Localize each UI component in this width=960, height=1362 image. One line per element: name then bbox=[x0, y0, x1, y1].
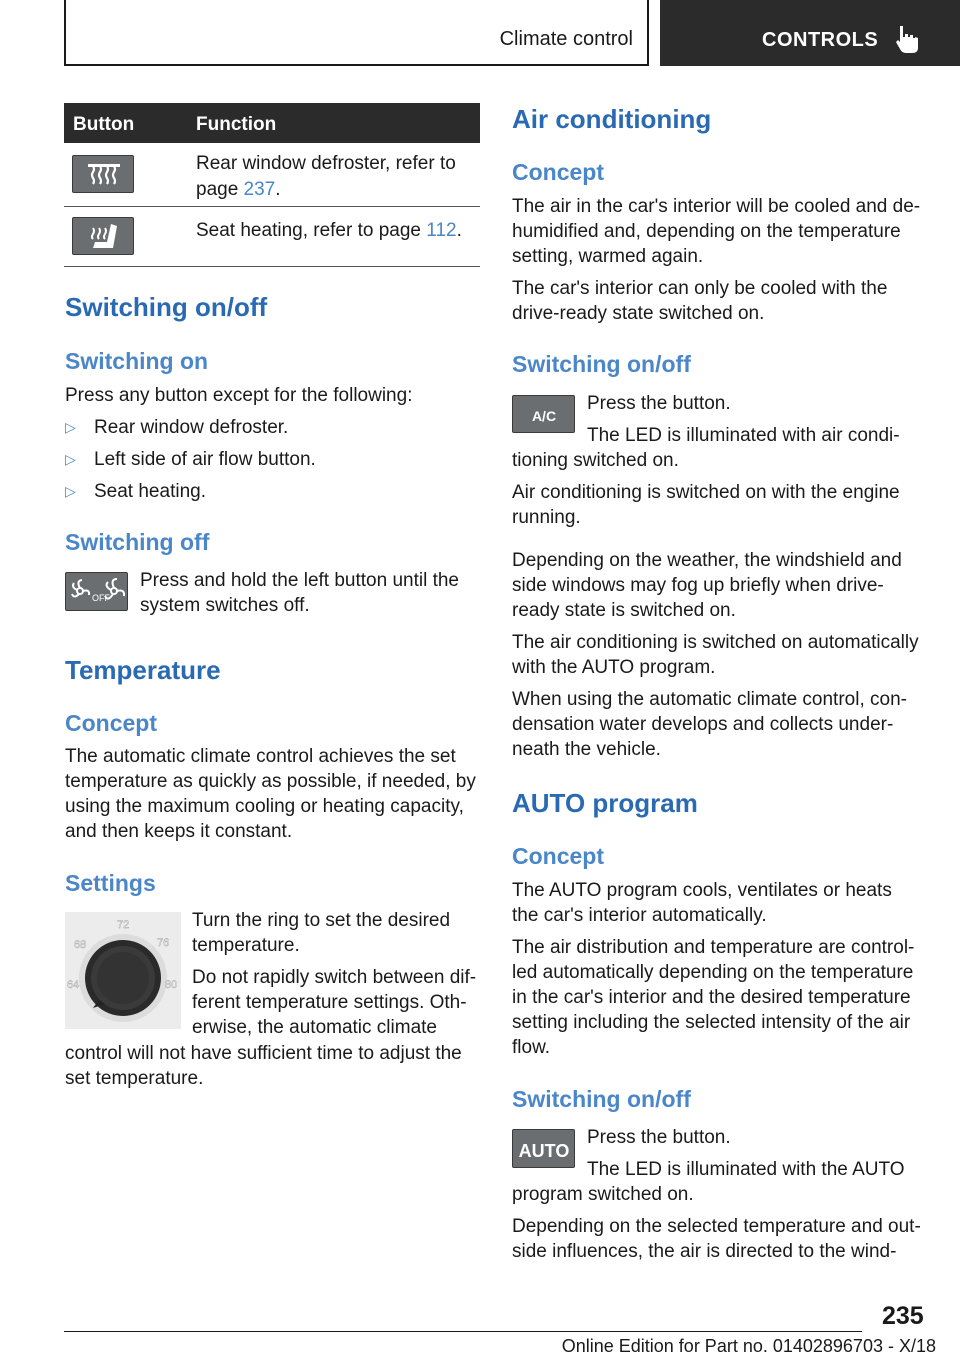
ac-press-text: Press the button. bbox=[587, 393, 731, 414]
header-section-title: Climate control bbox=[499, 28, 633, 50]
triangle-bullet-icon: ▷ bbox=[65, 419, 76, 435]
ac-auto-line: with the AUTO program. bbox=[512, 657, 716, 678]
switching-off-line: system switches off. bbox=[140, 595, 310, 616]
header-section-box bbox=[64, 0, 649, 66]
auto-press-text: Press the button. bbox=[587, 1127, 731, 1148]
heading-ac-concept: Concept bbox=[512, 159, 604, 185]
auto-depend-line: Depending on the selected temperature and out- bbox=[512, 1216, 921, 1237]
footer-divider bbox=[64, 1331, 862, 1332]
heading-auto-switching: Switching on/off bbox=[512, 1086, 691, 1112]
pointing-hand-icon bbox=[894, 24, 920, 54]
fan-off-button-icon bbox=[65, 572, 128, 611]
ac-weather-line: side windows may fog up briefly when drive- bbox=[512, 575, 884, 596]
page-number: 235 bbox=[882, 1302, 924, 1330]
settings-line: temperature. bbox=[192, 935, 300, 956]
ac-concept-line: The car's interior can only be cooled with the bbox=[512, 278, 888, 299]
heading-temperature-concept: Concept bbox=[65, 710, 157, 736]
ac-concept-line: setting, warmed again. bbox=[512, 246, 704, 267]
auto-button-icon bbox=[512, 1129, 575, 1168]
heading-auto-program: AUTO program bbox=[512, 788, 698, 818]
auto-led-line: program switched on. bbox=[512, 1184, 694, 1205]
auto-depend-line: side influences, the air is directed to the wind- bbox=[512, 1241, 897, 1262]
table-header-button: Button bbox=[73, 114, 135, 135]
dial-label-68: 68 bbox=[74, 939, 87, 951]
table-header bbox=[64, 103, 480, 143]
ac-condensation-line: When using the automatic climate control, con- bbox=[512, 689, 907, 710]
ac-weather-line: ready state is switched on. bbox=[512, 600, 736, 621]
table-row bbox=[64, 143, 480, 207]
ac-button-icon bbox=[512, 395, 575, 433]
heading-air-conditioning: Air conditioning bbox=[512, 104, 712, 134]
temperature-concept-line: The automatic climate control achieves the set bbox=[65, 746, 456, 767]
temperature-concept-line: temperature as quickly as possible, if needed, by bbox=[65, 771, 476, 792]
triangle-bullet-icon: ▷ bbox=[65, 483, 76, 499]
switching-off-line: Press and hold the left button until the bbox=[140, 570, 459, 591]
footer-edition: Online Edition for Part no. 01402896703 - X/18 bbox=[561, 1336, 936, 1356]
header-chapter-title: CONTROLS bbox=[762, 29, 879, 51]
triangle-bullet-icon: ▷ bbox=[65, 451, 76, 467]
settings-line: erwise, the automatic climate bbox=[192, 1017, 437, 1038]
list-item: ▷ Seat heating. bbox=[65, 481, 206, 502]
dial-label-80: 80 bbox=[165, 979, 178, 991]
auto-concept-line: flow. bbox=[512, 1037, 551, 1058]
page-link-112[interactable]: 112 bbox=[426, 220, 457, 241]
page-link-237[interactable]: 237 bbox=[243, 179, 276, 200]
temperature-concept-line: and then keeps it constant. bbox=[65, 821, 293, 842]
ac-concept-line: The air in the car's interior will be cooled and de- bbox=[512, 196, 921, 217]
ac-button-label: A/C bbox=[531, 408, 557, 424]
heading-switching-on-off: Switching on/off bbox=[65, 292, 268, 322]
ac-engine-line: Air conditioning is switched on with the engine bbox=[512, 482, 900, 503]
switching-on-intro: Press any button except for the following: bbox=[65, 385, 413, 406]
settings-line: set temperature. bbox=[65, 1068, 204, 1089]
function-text-seat-heating: Seat heating, refer to page 112. bbox=[196, 220, 462, 241]
ac-condensation-line: densation water develops and collects under- bbox=[512, 714, 894, 735]
list-item: ▷ Left side of air flow button. bbox=[65, 449, 316, 470]
heading-switching-on: Switching on bbox=[65, 348, 209, 374]
button-function-table bbox=[64, 103, 480, 267]
heading-settings: Settings bbox=[65, 870, 156, 896]
rear-window-defroster-icon bbox=[72, 155, 134, 193]
auto-concept-line: setting including the selected intensity of the air bbox=[512, 1012, 911, 1033]
settings-line: control will not have sufficient time to adjust the bbox=[65, 1043, 462, 1064]
ac-concept-line: drive-ready state switched on. bbox=[512, 303, 765, 324]
ac-weather-line: Depending on the weather, the windshield and bbox=[512, 550, 902, 571]
temperature-dial-image bbox=[65, 912, 181, 1029]
list-item: ▷ Rear window defroster. bbox=[65, 417, 289, 438]
auto-concept-line: The air distribution and temperature are control- bbox=[512, 937, 915, 958]
function-text-defroster: Rear window defroster, refer to page 237. bbox=[196, 153, 456, 200]
auto-button-label: AUTO bbox=[518, 1141, 570, 1161]
auto-concept-line: in the car's interior and the desired temperature bbox=[512, 987, 911, 1008]
header-chapter-tab[interactable] bbox=[660, 0, 960, 66]
auto-led-line: The LED is illuminated with the AUTO bbox=[587, 1159, 905, 1180]
settings-line: ferent temperature settings. Oth- bbox=[192, 992, 467, 1013]
auto-concept-line: The AUTO program cools, ventilates or heats bbox=[512, 880, 892, 901]
heading-temperature: Temperature bbox=[65, 655, 221, 685]
ac-concept-line: humidified and, depending on the temperature bbox=[512, 221, 901, 242]
ac-auto-line: The air conditioning is switched on automatically bbox=[512, 632, 919, 653]
dial-label-72: 72 bbox=[117, 919, 130, 931]
svg-text:OFF: OFF bbox=[92, 593, 110, 603]
ac-engine-line: running. bbox=[512, 507, 581, 528]
ac-led-line: tioning switched on. bbox=[512, 450, 679, 471]
table-row bbox=[64, 207, 480, 267]
seat-heating-icon bbox=[72, 217, 134, 255]
auto-concept-line: the car's interior automatically. bbox=[512, 905, 767, 926]
ac-condensation-line: neath the vehicle. bbox=[512, 739, 661, 760]
heading-ac-switching: Switching on/off bbox=[512, 351, 691, 377]
temperature-concept-line: using the maximum cooling or heating capacity, bbox=[65, 796, 464, 817]
settings-line: Turn the ring to set the desired bbox=[192, 910, 451, 931]
heading-auto-concept: Concept bbox=[512, 843, 604, 869]
heading-switching-off: Switching off bbox=[65, 529, 210, 555]
auto-concept-line: led automatically depending on the temperature bbox=[512, 962, 914, 983]
settings-line: Do not rapidly switch between dif- bbox=[192, 967, 477, 988]
ac-led-line: The LED is illuminated with air condi- bbox=[587, 425, 900, 446]
table-header-function: Function bbox=[196, 114, 277, 135]
dial-label-64: 64 bbox=[67, 979, 80, 991]
dial-label-76: 76 bbox=[157, 937, 170, 949]
